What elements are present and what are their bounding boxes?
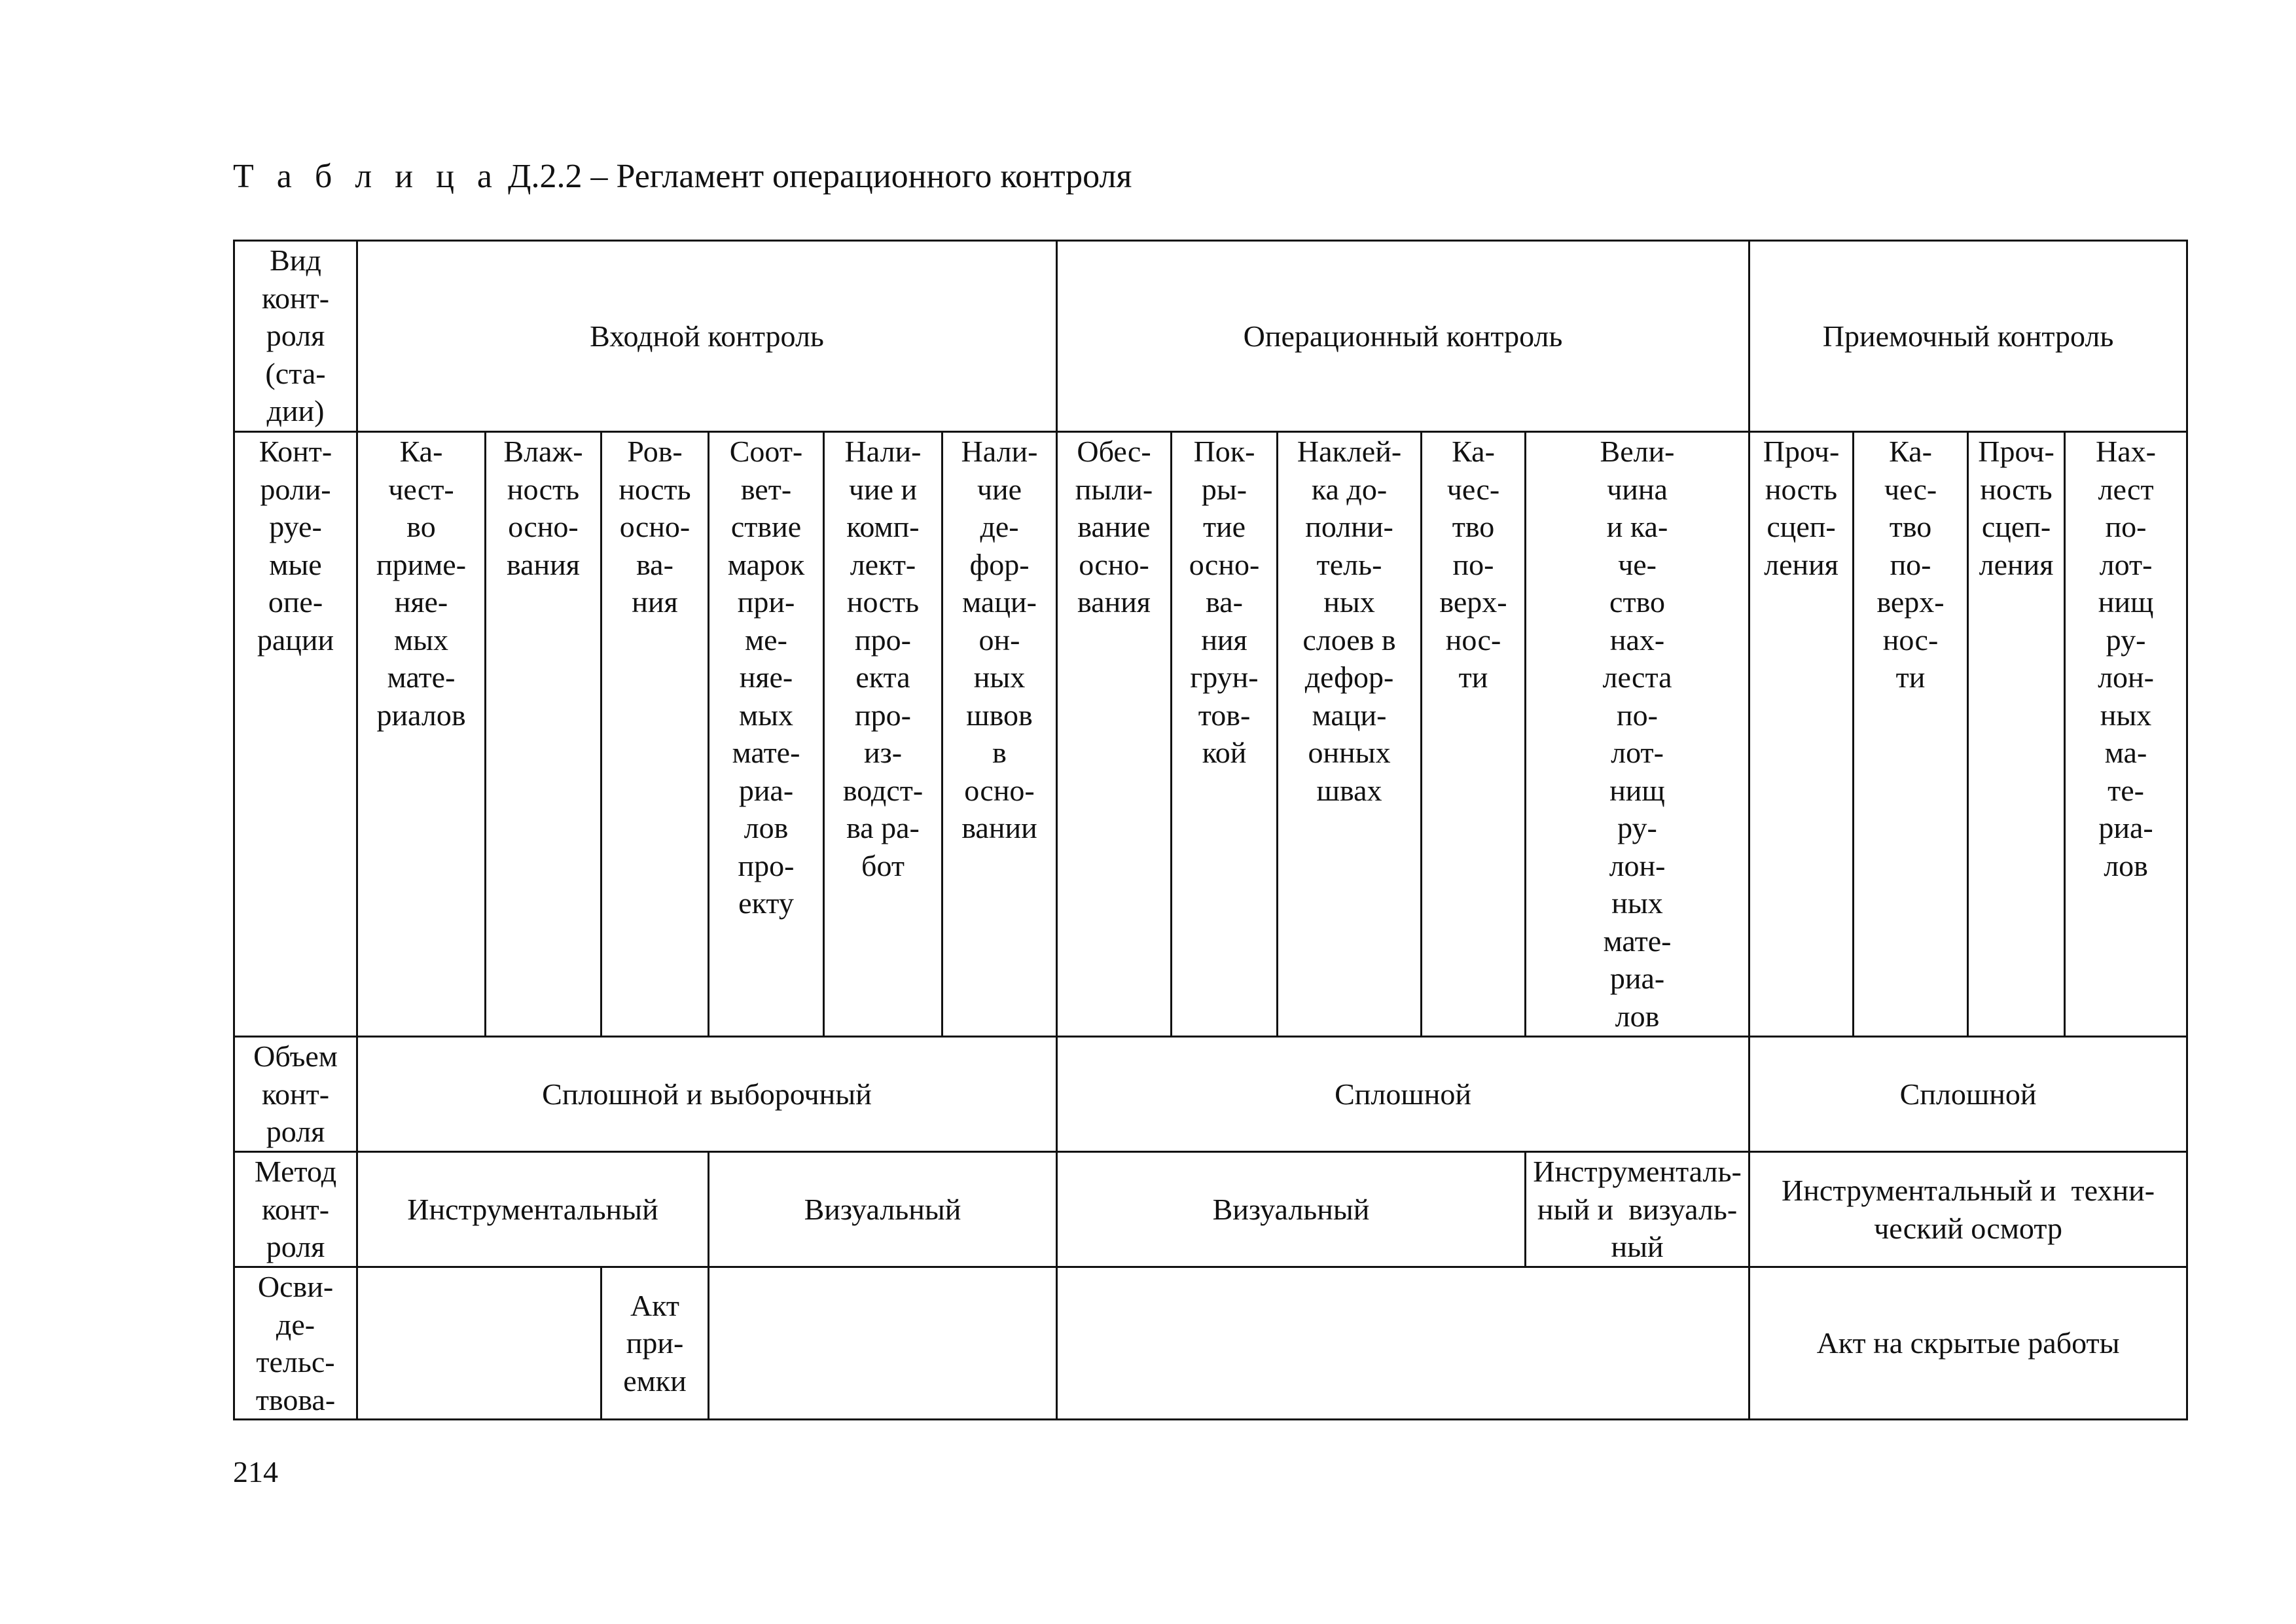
operation-cell: Проч- ность сцеп- ления [1749,432,1854,1037]
operation-cell: Ка- чес- тво по- верх- нос- ти [1854,432,1968,1037]
operation-cell: Влаж- ность осно- вания [486,432,601,1037]
caption-label: Т а б л и ц а [233,158,499,195]
input-control-cell: Входной контроль [357,241,1057,432]
empty-cell [709,1267,1057,1420]
operation-cell: Нали- чие де- фор- маци- он- ных швов в осно- вании [942,432,1057,1037]
operation-cell: Вели- чина и ка- че- ство нах- леста по- лот- нищ ру- лон- ных мате- риа- лов [1526,432,1749,1037]
method-input-visual-cell: Визуальный [709,1152,1057,1267]
operation-cell: Ка- чес- тво по- верх- нос- ти [1422,432,1526,1037]
caption-title: Д.2.2 – Регламент операционного контроля [499,158,1132,195]
operation-cell: Нали- чие и комп- лект- ность про- екта про- из- водст- ва ра- бот [824,432,942,1037]
hidden-works-act-cell: Акт на скрытые работы [1749,1267,2187,1420]
operation-cell: Пок- ры- тие осно- ва- ния грун- тов- кой [1172,432,1278,1037]
operational-control-table [233,240,2188,1420]
method-operational-instrumental-cell: Инструменталь- ный и визуаль- ный [1526,1152,1749,1267]
empty-cell [1057,1267,1749,1420]
acceptance-control-cell: Приемочный контроль [1749,241,2187,432]
operation-cell: Ка- чест- во приме- няе- мых мате- риалов [357,432,486,1037]
operation-cell: Наклей- ка до- полни- тель- ных слоев в дефор- маци- онных швах [1278,432,1422,1037]
stage-row [234,241,2187,432]
volume-header-cell: Объем конт- роля [234,1037,357,1152]
operation-cell: Обес- пыли- вание осно- вания [1057,432,1172,1037]
certification-header-cell: Осви- де- тельс- твова- [234,1267,357,1420]
operational-control-cell: Операционный контроль [1057,241,1749,432]
volume-row [234,1037,2187,1152]
operation-cell: Соот- вет- ствие марок при- ме- няе- мых мате- риа- лов про- екту [709,432,824,1037]
operation-cell: Ров- ность осно- ва- ния [601,432,709,1037]
method-header-cell: Метод конт- роля [234,1152,357,1267]
volume-input-cell: Сплошной и выборочный [357,1037,1057,1152]
operation-cell: Нах- лест по- лот- нищ ру- лон- ных ма- те- риа- лов [2065,432,2187,1037]
method-acceptance-cell: Инструментальный и техни- ческий осмотр [1749,1152,2187,1267]
operations-header-cell: Конт- роли- руе- мые опе- рации [234,432,357,1037]
method-operational-visual-cell: Визуальный [1057,1152,1526,1267]
table-caption [233,157,1132,196]
operations-row [234,432,2187,1037]
operation-cell: Проч- ность сцеп- ления [1968,432,2065,1037]
method-input-instrumental-cell: Инструментальный [357,1152,709,1267]
method-row [234,1152,2187,1267]
volume-acceptance-cell: Сплошной [1749,1037,2187,1152]
certification-row [234,1267,2187,1420]
page-number: 214 [233,1455,278,1489]
acceptance-act-cell: Акт при- емки [601,1267,709,1420]
empty-cell [357,1267,601,1420]
volume-operational-cell: Сплошной [1057,1037,1749,1152]
stage-header-cell: Вид конт- роля (ста- дии) [234,241,357,432]
